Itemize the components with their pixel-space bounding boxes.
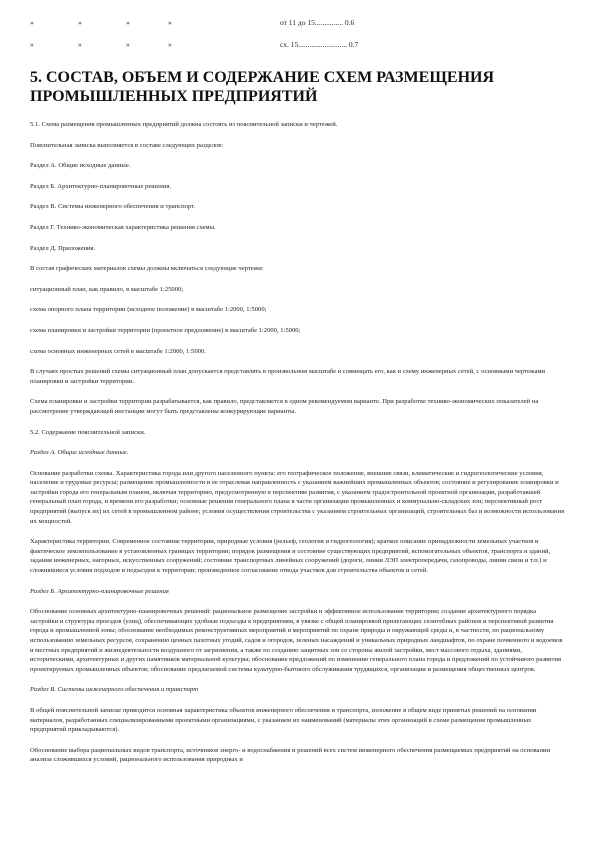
list-item-section: Раздел Б. Архитектурно-планировочные решения. <box>30 182 172 190</box>
toc-quote: » <box>78 40 82 49</box>
toc-quote: » <box>126 40 130 49</box>
paragraph: В случаях простых решений схемы ситуационный план допускается представлять в произвольном масштабе и совмещать его, как и схему инженерных сетей, с основными чертежами планировки и застройки территории. <box>30 368 546 385</box>
list-item-section: Раздел А. Общие исходные данные. <box>30 162 131 170</box>
toc-quote: » <box>126 18 130 27</box>
toc-quote: » <box>30 18 34 27</box>
toc-quote: » <box>168 18 172 27</box>
paragraph-section-intro: 5.1. Схема размещения промышленных предприятий должна состоять из пояснительной записки и чертежей. <box>30 121 338 128</box>
list-item-section: Раздел В. Системы инженерного обеспечения и транспорт. <box>30 203 196 211</box>
toc-entry-text: сх. 15.......................... 0.7 <box>280 40 359 49</box>
subsection-heading: Раздел А. Общие исходные данные. <box>30 449 129 457</box>
subsection-heading: Раздел Б. Архитектурно-планировочные решения <box>30 587 169 595</box>
paragraph: В состав графических материалов схемы должны включаться следующие чертежи: <box>30 265 264 273</box>
list-item-drawing: ситуационный план, как правило, в масштабе 1:25000; <box>30 285 184 293</box>
list-item-drawing: схема опорного плана территории (исходное положение) в масштабе 1:2000, 1:5000; <box>30 306 267 314</box>
section-heading: 5. СОСТАВ, ОБЪЕМ И СОДЕРЖАНИЕ СХЕМ РАЗМЕЩЕНИЯ ПРОМЫШЛЕННЫХ ПРЕДПРИЯТИЙ <box>30 69 495 105</box>
paragraph: Основание разработки схемы. Характеристика города или другого населенного пункта: его географическое положение, внешние связи, климатические и гидрогеологические условия, население и трудовые ресурсы; размещение промышленности и ее отраслевая направленность с указанием важнейших промышленных объектов; состояние и регулирование планировки и застройки города его генеральным планом, включая территорию, предусмотренную в перспективе развития, с указанием градостроительной проектной организации, разработавшей генеральный план города, и времени его разработки; основные решения генерального плана в части организации промышленных и коммунально-складских зон; перспективный рост предприятий (выпуск их) их сетей в промышленном районе; условия осуществления строительства с указанием строительных организаций, строительных баз и возможности использования их мощностей. <box>30 469 565 525</box>
list-item-drawing: схема основных инженерных сетей в масштабе 1:2000, 1:5000. <box>30 347 206 355</box>
toc-entry-text: от 11 до 15............... 0.6 <box>280 18 355 27</box>
toc-quote: » <box>78 18 82 27</box>
document-page <box>30 12 565 776</box>
paragraph: Характеристика территории. Современное состояние территории, природные условия (рельеф, геология и гидрогеология); краткое описание принадлежности земельных участков и фактическое землепользование в установленных границах территории; порядок размещения и состояние существующих предприятий, вспомогательных объектов, транспорта и зданий, задания инженерных, нагорных, искусственных сооружений; состояние транспортных линейных сооружений (дороги, линии ЛЭП электропередачи, газопроводы, линии связи и т.п.) и сложившиеся условия подходов и подъездов к территории; произведенное согласование отвода участков для строительства объектов и сетей. <box>30 538 551 575</box>
toc-quote: » <box>30 40 34 49</box>
paragraph: Схема планировки и застройки территории разрабатывается, как правило, представляется в одном рекомендуемом варианте. При разработке технико-экономических показателей на рассмотрение утверждающей инстанции могут быть представлены конкурирующие варианты. <box>30 398 539 415</box>
paragraph: Обоснование основных архитектурно-планировочных решений: рациональное размещение застройки и эффективное использование территории; создание архитектурного порядка застройки и структуры проездов (улиц), обеспечивающих удобные подъезды к предприятиям, в увязке с общей планировкой прилегающих селитебных районов и перспективой развития города и промышленной зоны; обоснование необходимых реконструктивных мероприятий и мероприятий по охране природы и окружающей среды и, в частности, по рациональному использованию земельных ресурсов, сохранению ценных пахотных угодий, садов и огородов, зеленых насаждений и уникальных природных ландшафтов, по охране почвенного и водоемов и местных предприятий и жизнедеятельности воздушного от загрязнения, а также по созданию защитных зон со стороны жилой застройки, мест массового отдыха, зданиями, историческими, архитектурных и других памятников материальной культуры; обоснование предложений по изменению генерального плана города и предложений по устойчивого развития проектируемых промышленных объектов; обоснование предлагаемой системы культурно-бытового обслуживания трудящихся, организации и размещения общественных центров. <box>30 608 563 673</box>
subsection-heading: Раздел В. Системы инженерного обеспечения и транспорт <box>30 686 199 694</box>
toc-row <box>30 12 565 34</box>
paragraph: Пояснительная записка выполняется в составе следующих разделов: <box>30 141 224 149</box>
list-item-section: Раздел Г. Технико-экономическая характеристика решения схемы. <box>30 223 216 231</box>
list-item-drawing: схема планировки и застройки территории (проектное предложение) в масштабе 1:2000, 1:5000; <box>30 326 301 334</box>
subsection-title: 5.2. Содержание пояснительной записки. <box>30 428 146 436</box>
paragraph: Обоснование выбора рациональных видов транспорта, источников энерго- и водоснабжения и решений всех систем инженерного обеспечения размещаемых предприятий на основании анализа сложившихся условий, рационального использования природных и <box>30 746 551 764</box>
paragraph: В общей пояснительной записке приводится основная характеристика объектов инженерного обеспечения и транспорта, изложение в общем виде принятых решений на основании материалов, разработанных специализированными проектными организациями, с указанием их наименований (материалы этих организаций в схеме размещения промышленных предприятий прикладываются). <box>30 706 537 734</box>
list-item-section: Раздел Д. Приложения. <box>30 244 96 252</box>
toc-row <box>30 34 565 56</box>
toc-quote: » <box>168 40 172 49</box>
